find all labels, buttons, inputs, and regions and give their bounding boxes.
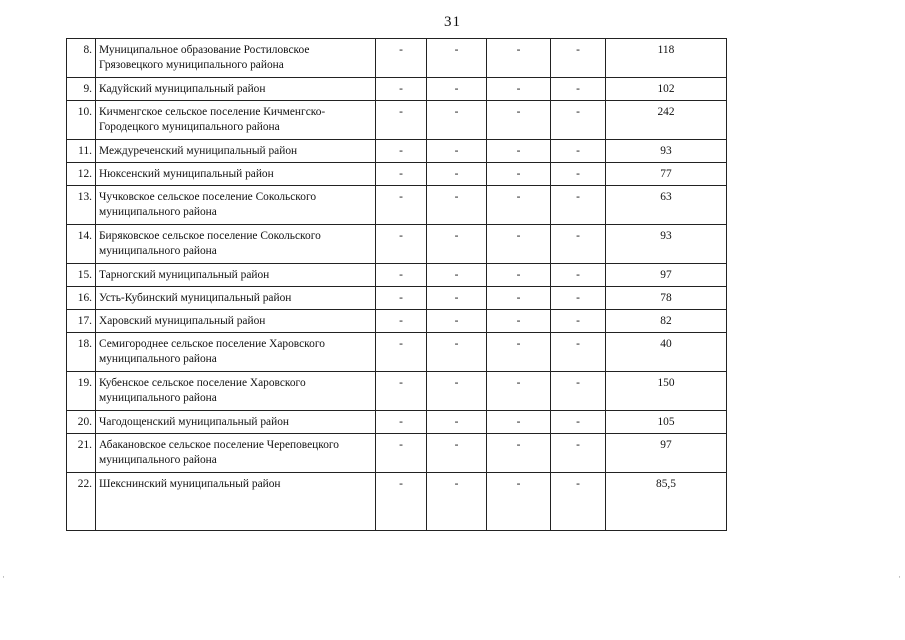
col-3-value: - xyxy=(487,264,551,287)
col-4-value: - xyxy=(551,101,606,140)
col-2-value: - xyxy=(427,140,487,163)
row-number: 10. xyxy=(67,101,96,140)
row-number: 17. xyxy=(67,310,96,333)
amount-value: 85,5 xyxy=(606,473,727,531)
table-row xyxy=(67,78,727,101)
col-3-value: - xyxy=(487,140,551,163)
row-number: 18. xyxy=(67,333,96,372)
municipality-name: Биряковское сельское поселение Сокольского муниципального района xyxy=(96,225,376,264)
col-3-value: - xyxy=(487,225,551,264)
municipality-name: Харовский муниципальный район xyxy=(96,310,376,333)
col-4-value: - xyxy=(551,473,606,531)
amount-value: 93 xyxy=(606,140,727,163)
row-number: 12. xyxy=(67,163,96,186)
amount-value: 97 xyxy=(606,434,727,473)
col-4-value: - xyxy=(551,264,606,287)
col-3-value: - xyxy=(487,101,551,140)
amount-value: 77 xyxy=(606,163,727,186)
amount-value: 40 xyxy=(606,333,727,372)
col-2-value: - xyxy=(427,434,487,473)
municipality-name: Усть-Кубинский муниципальный район xyxy=(96,287,376,310)
col-1-value: - xyxy=(376,411,427,434)
col-4-value: - xyxy=(551,39,606,78)
col-4-value: - xyxy=(551,434,606,473)
table-row xyxy=(67,264,727,287)
row-number: 19. xyxy=(67,372,96,411)
col-3-value: - xyxy=(487,434,551,473)
col-1-value: - xyxy=(376,473,427,531)
col-2-value: - xyxy=(427,163,487,186)
col-2-value: - xyxy=(427,310,487,333)
row-number: 11. xyxy=(67,140,96,163)
col-3-value: - xyxy=(487,372,551,411)
col-2-value: - xyxy=(427,186,487,225)
amount-value: 242 xyxy=(606,101,727,140)
col-4-value: - xyxy=(551,287,606,310)
col-4-value: - xyxy=(551,163,606,186)
col-1-value: - xyxy=(376,333,427,372)
amount-value: 97 xyxy=(606,264,727,287)
municipality-name: Чучковское сельское поселение Сокольского муниципального района xyxy=(96,186,376,225)
col-1-value: - xyxy=(376,78,427,101)
row-number: 21. xyxy=(67,434,96,473)
amount-value: 93 xyxy=(606,225,727,264)
page-number: 31 xyxy=(444,14,461,30)
col-1-value: - xyxy=(376,163,427,186)
row-number: 8. xyxy=(67,39,96,78)
table-row xyxy=(67,473,727,531)
row-number: 13. xyxy=(67,186,96,225)
col-3-value: - xyxy=(487,78,551,101)
col-2-value: - xyxy=(427,287,487,310)
table-row xyxy=(67,411,727,434)
col-1-value: - xyxy=(376,310,427,333)
amount-value: 82 xyxy=(606,310,727,333)
col-3-value: - xyxy=(487,411,551,434)
municipality-name: Шекснинский муниципальный район xyxy=(96,473,376,531)
row-number: 9. xyxy=(67,78,96,101)
table-row xyxy=(67,310,727,333)
col-3-value: - xyxy=(487,39,551,78)
amount-value: 63 xyxy=(606,186,727,225)
municipality-name: Муниципальное образование Ростиловское Грязовецкого муниципального района xyxy=(96,39,376,78)
col-2-value: - xyxy=(427,333,487,372)
col-2-value: - xyxy=(427,411,487,434)
row-number: 15. xyxy=(67,264,96,287)
table-row xyxy=(67,434,727,473)
col-1-value: - xyxy=(376,186,427,225)
table-row xyxy=(67,287,727,310)
col-4-value: - xyxy=(551,333,606,372)
col-4-value: - xyxy=(551,186,606,225)
col-3-value: - xyxy=(487,333,551,372)
col-2-value: - xyxy=(427,39,487,78)
municipality-name: Семигороднее сельское поселение Харовского муниципального района xyxy=(96,333,376,372)
row-number: 16. xyxy=(67,287,96,310)
row-number: 20. xyxy=(67,411,96,434)
table-row xyxy=(67,163,727,186)
row-number: 14. xyxy=(67,225,96,264)
row-number: 22. xyxy=(67,473,96,531)
table-row xyxy=(67,39,727,78)
table-row xyxy=(67,140,727,163)
edge-mark-left: · xyxy=(2,572,5,582)
amount-value: 102 xyxy=(606,78,727,101)
col-4-value: - xyxy=(551,310,606,333)
col-4-value: - xyxy=(551,140,606,163)
municipality-name: Нюксенский муниципальный район xyxy=(96,163,376,186)
col-1-value: - xyxy=(376,434,427,473)
col-3-value: - xyxy=(487,163,551,186)
data-table xyxy=(66,38,727,531)
col-1-value: - xyxy=(376,140,427,163)
col-2-value: - xyxy=(427,101,487,140)
col-1-value: - xyxy=(376,372,427,411)
table-row xyxy=(67,101,727,140)
col-4-value: - xyxy=(551,225,606,264)
col-1-value: - xyxy=(376,101,427,140)
amount-value: 78 xyxy=(606,287,727,310)
municipality-name: Кадуйский муниципальный район xyxy=(96,78,376,101)
col-1-value: - xyxy=(376,264,427,287)
col-4-value: - xyxy=(551,411,606,434)
col-3-value: - xyxy=(487,287,551,310)
table-body xyxy=(67,39,727,531)
col-4-value: - xyxy=(551,78,606,101)
table-row xyxy=(67,186,727,225)
col-1-value: - xyxy=(376,225,427,264)
col-2-value: - xyxy=(427,78,487,101)
col-4-value: - xyxy=(551,372,606,411)
amount-value: 118 xyxy=(606,39,727,78)
municipality-name: Кичменгское сельское поселение Кичменгско-Городецкого муниципального района xyxy=(96,101,376,140)
col-3-value: - xyxy=(487,473,551,531)
table-row xyxy=(67,333,727,372)
table-row xyxy=(67,225,727,264)
amount-value: 105 xyxy=(606,411,727,434)
col-2-value: - xyxy=(427,372,487,411)
municipality-name: Чагодощенский муниципальный район xyxy=(96,411,376,434)
table-row xyxy=(67,372,727,411)
edge-mark-right: · xyxy=(898,572,901,582)
municipality-name: Кубенское сельское поселение Харовского муниципального района xyxy=(96,372,376,411)
col-3-value: - xyxy=(487,186,551,225)
municipality-name: Тарногский муниципальный район xyxy=(96,264,376,287)
col-3-value: - xyxy=(487,310,551,333)
col-1-value: - xyxy=(376,287,427,310)
amount-value: 150 xyxy=(606,372,727,411)
municipality-name: Междуреченский муниципальный район xyxy=(96,140,376,163)
col-2-value: - xyxy=(427,473,487,531)
col-2-value: - xyxy=(427,264,487,287)
col-1-value: - xyxy=(376,39,427,78)
col-2-value: - xyxy=(427,225,487,264)
municipality-name: Абакановское сельское поселение Череповецкого муниципального района xyxy=(96,434,376,473)
